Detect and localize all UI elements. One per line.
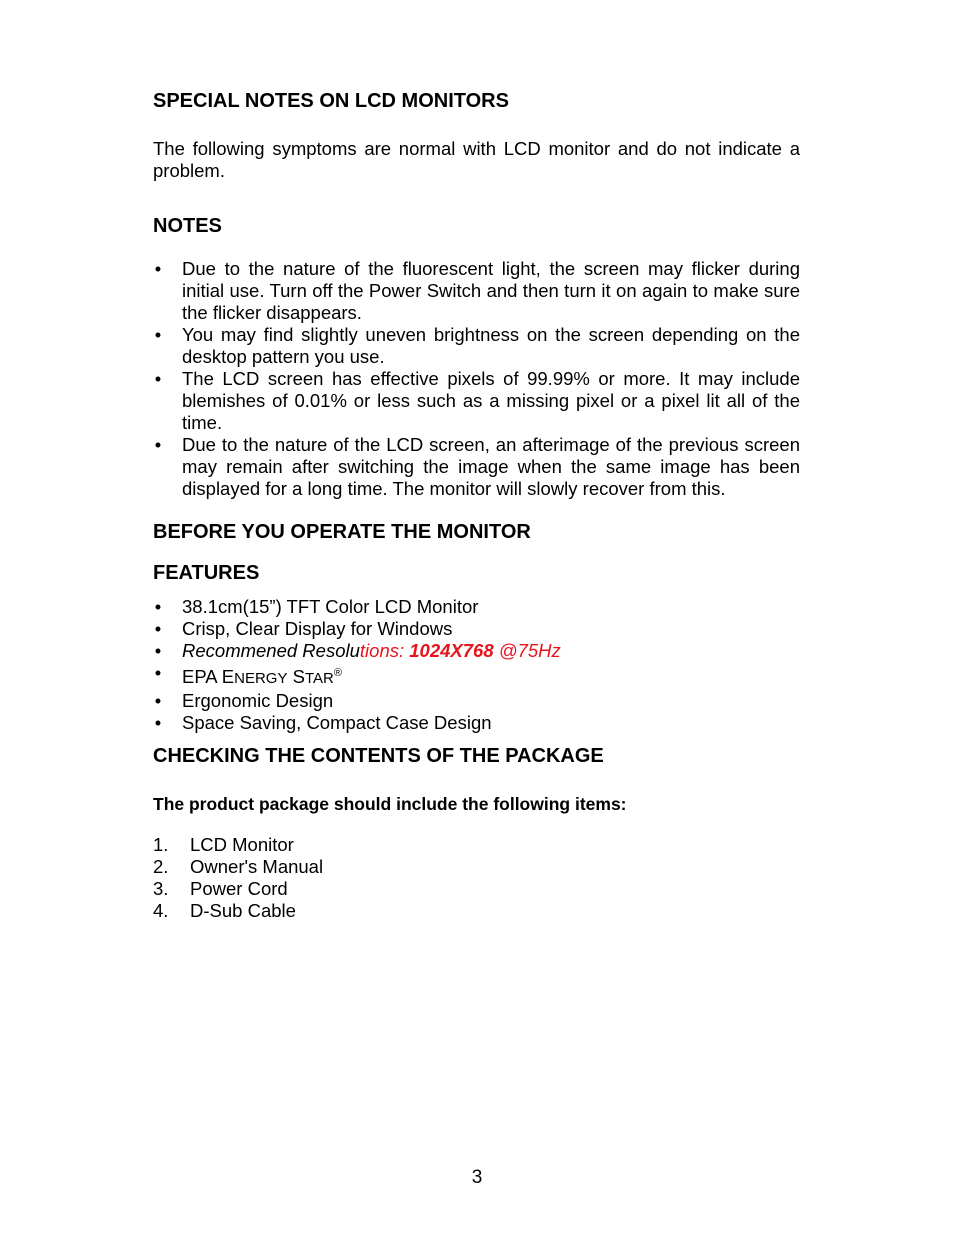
notes-list: [153, 258, 800, 500]
special-notes-intro: The following symptoms are normal with LCD monitor and do not indicate a problem.: [153, 138, 800, 181]
bullet-icon: •: [154, 596, 162, 617]
package-items-list: [153, 834, 323, 922]
notes-item: • You may find slightly uneven brightness on the screen depending on the desktop pattern you use.: [154, 324, 800, 367]
heading-notes: NOTES: [153, 215, 222, 237]
feature-item-resolution: • Recommened Resolutions: 1024X768 @75Hz: [154, 640, 561, 661]
notes-item: • The LCD screen has effective pixels of 99.99% or more. It may include blemishes of 0.01% or less such as a missing pixel or a pixel lit all of the time.: [154, 368, 800, 433]
notes-item: • Due to the nature of the LCD screen, an afterimage of the previous screen may remain after switching the image when the same image has been displayed for a long time. The monitor will slowly recover from this.: [154, 434, 800, 499]
feature-item-energy-star: • EPA ENERGY STAR®: [154, 662, 342, 687]
feature-item: • 38.1cm(15”) TFT Color LCD Monitor: [154, 596, 479, 617]
package-item: 2. Owner's Manual: [153, 856, 324, 877]
package-subheading: The product package should include the following items:: [153, 794, 627, 814]
bullet-icon: •: [154, 324, 162, 345]
bullet-icon: •: [154, 640, 162, 661]
feature-item: • Crisp, Clear Display for Windows: [154, 618, 453, 639]
package-item: 3. Power Cord: [153, 878, 288, 899]
heading-features: FEATURES: [153, 562, 260, 584]
bullet-icon: •: [154, 618, 162, 639]
feature-item: • Ergonomic Design: [154, 690, 334, 711]
heading-checking-package: CHECKING THE CONTENTS OF THE PACKAGE: [153, 745, 604, 767]
notes-item: • Due to the nature of the fluorescent light, the screen may flicker during initial use. Turn off the Power Switch and then turn it on again to make sure the flicker disappears.: [154, 258, 800, 323]
bullet-icon: •: [154, 662, 162, 683]
page-number: 3: [471, 1167, 483, 1188]
heading-before-operate: BEFORE YOU OPERATE THE MONITOR: [153, 521, 531, 543]
package-item: 4. D-Sub Cable: [153, 900, 296, 921]
bullet-icon: •: [154, 690, 162, 711]
feature-item: • Space Saving, Compact Case Design: [154, 712, 492, 733]
features-list: [153, 596, 800, 734]
bullet-icon: •: [154, 258, 162, 279]
bullet-icon: •: [154, 368, 162, 389]
registered-mark: ®: [333, 667, 342, 679]
bullet-icon: •: [154, 434, 162, 455]
package-item: 1. LCD Monitor: [153, 834, 294, 855]
heading-special-notes: SPECIAL NOTES ON LCD MONITORS: [153, 90, 509, 112]
bullet-icon: •: [154, 712, 162, 733]
